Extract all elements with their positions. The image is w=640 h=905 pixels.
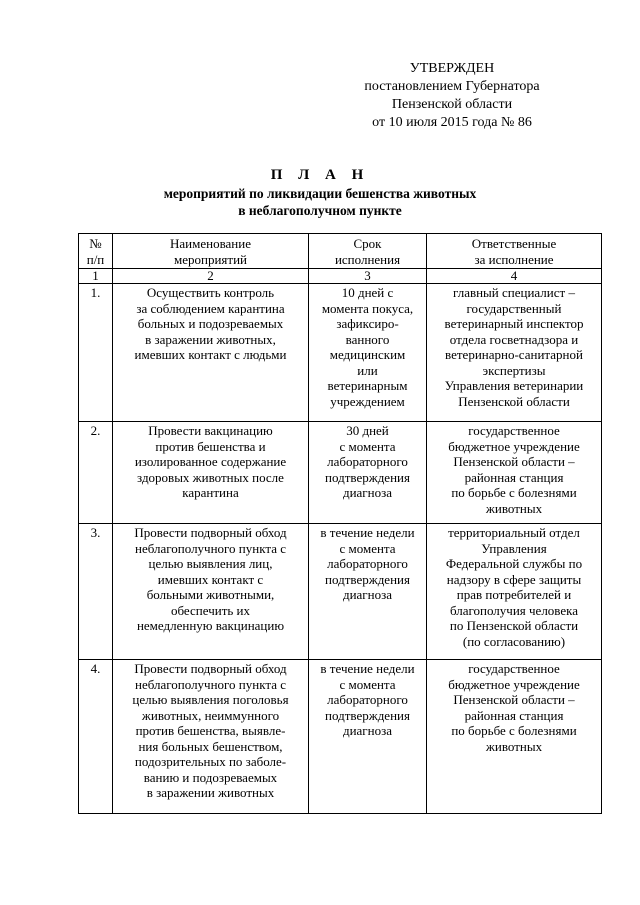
cell-line: ванию и подозреваемых	[143, 769, 278, 785]
cell-line: Управления	[481, 540, 547, 556]
cell-line: Осуществить контроль	[146, 285, 275, 300]
document-title: П Л А Н	[270, 167, 370, 183]
term-cell	[309, 660, 427, 814]
cell-line: по борьбе с болезнями	[451, 723, 577, 738]
cell-line: обеспечить их	[170, 602, 251, 618]
column-number-cell: 3	[309, 269, 427, 284]
cell-line: прав потребителей и	[456, 587, 572, 602]
table-row	[79, 422, 602, 524]
cell-line: медицинским	[329, 347, 406, 362]
cell-line: Пензенской области –	[453, 454, 575, 469]
term-cell	[309, 524, 427, 660]
plan-table	[78, 233, 602, 814]
cell-line: Пензенской области –	[453, 692, 575, 707]
header-cell-responsible: Ответственные за исполнение	[427, 234, 602, 269]
cell-line: Провести подворный обход	[134, 661, 287, 676]
term-cell	[309, 422, 427, 524]
cell-line: в заражении животных,	[145, 331, 276, 347]
responsible-cell	[427, 524, 602, 660]
row-number-cell: 1.	[79, 284, 113, 422]
action-cell	[113, 660, 309, 814]
responsible-cell	[427, 660, 602, 814]
header-cell-term: Срок исполнения	[309, 234, 427, 269]
cell-line: с момента	[339, 676, 396, 692]
cell-line: подтверждения	[325, 707, 410, 723]
header-cell-number: № п/п	[79, 234, 113, 269]
cell-line: Провести вакцинацию	[148, 423, 273, 438]
action-cell	[113, 422, 309, 524]
cell-line: в течение недели	[320, 661, 415, 676]
cell-line: учреждением	[330, 393, 405, 409]
cell-line: с момента	[339, 540, 396, 556]
cell-line: Управления ветеринарии	[444, 378, 584, 393]
cell-line: ванного	[345, 331, 390, 347]
cell-line: неблагополучного пункта с	[135, 540, 286, 556]
cell-line: Провести подворный обход	[134, 525, 287, 540]
cell-line: по борьбе с болезнями	[451, 485, 577, 500]
cell-line: подтверждения	[325, 469, 410, 485]
approval-stamp	[352, 60, 552, 132]
row-number-cell: 3.	[79, 524, 113, 660]
column-number-cell: 4	[427, 269, 602, 284]
cell-line: больными животными,	[146, 587, 275, 602]
cell-line: 30 дней	[346, 423, 389, 438]
approval-line: Пензенской области	[391, 97, 513, 112]
cell-line: по Пензенской области	[449, 618, 579, 633]
cell-line: ветеринарный инспектор	[444, 316, 584, 331]
action-cell	[113, 284, 309, 422]
approval-title: УТВЕРЖДЕН	[409, 61, 495, 76]
table-row	[79, 660, 602, 814]
document-subtitle: в неблагополучном пункте	[238, 203, 402, 218]
cell-line: благополучия человека	[449, 602, 579, 618]
term-cell	[309, 284, 427, 422]
cell-line: надзору в сфере защиты	[446, 571, 582, 587]
approval-date-line: от 10 июля 2015 года № 86	[372, 115, 532, 130]
cell-line: государственное	[468, 661, 560, 676]
cell-line: экспертизы	[482, 362, 546, 378]
cell-line: лабораторного	[327, 556, 408, 571]
row-number-cell: 4.	[79, 660, 113, 814]
cell-line: диагноза	[342, 587, 393, 602]
cell-line: ветеринарно-санитарной	[445, 347, 583, 362]
cell-line: ветеринарным	[327, 378, 408, 393]
cell-line: зафиксиро-	[336, 316, 399, 331]
cell-line: (по согласованию)	[462, 633, 566, 649]
cell-line: главный специалист –	[453, 285, 575, 300]
cell-line: против бешенства, выявле-	[135, 723, 286, 738]
approval-line: постановлением Губернатора	[364, 79, 540, 94]
cell-line: территориальный отдел	[448, 525, 580, 540]
cell-line: лабораторного	[327, 692, 408, 707]
cell-line: неблагополучного пункта с	[135, 676, 286, 692]
cell-line: бюджетное учреждение	[448, 676, 580, 692]
cell-line: в заражении животных	[146, 785, 275, 800]
cell-line: имевших контакт с	[157, 571, 264, 587]
cell-line: в течение недели	[320, 525, 415, 540]
cell-line: Пензенской области	[458, 393, 570, 409]
table-row	[79, 524, 602, 660]
document-title-block	[0, 165, 640, 219]
header-cell-action: Наименование мероприятий	[113, 234, 309, 269]
cell-line: момента покуса,	[321, 300, 414, 316]
cell-line: немедленную вакцинацию	[136, 618, 285, 633]
cell-line: целью выявления поголовья	[132, 692, 289, 707]
cell-line: диагноза	[342, 485, 393, 500]
cell-line: государственный	[466, 300, 562, 316]
cell-line: государственное	[468, 423, 560, 438]
cell-line: целью выявления лиц,	[148, 556, 273, 571]
cell-line: здоровых животных после	[137, 469, 284, 485]
responsible-cell	[427, 284, 602, 422]
row-number-cell: 2.	[79, 422, 113, 524]
cell-line: диагноза	[342, 723, 393, 738]
cell-line: бюджетное учреждение	[448, 438, 580, 454]
cell-line: районная станция	[464, 707, 564, 723]
cell-line: Федеральной службы по	[445, 556, 583, 571]
table-row	[79, 284, 602, 422]
cell-line: больных и подозреваемых	[137, 316, 284, 331]
cell-line: ния больных бешенством,	[138, 738, 283, 754]
cell-line: карантина	[182, 485, 239, 500]
cell-line: отдела госветнадзора и	[449, 331, 579, 347]
cell-line: против бешенства и	[155, 438, 266, 454]
cell-line: или	[357, 362, 378, 378]
document-subtitle: мероприятий по ликвидации бешенства животных	[163, 186, 477, 201]
column-number-row	[79, 269, 602, 284]
cell-line: лабораторного	[327, 454, 408, 469]
cell-line: районная станция	[464, 469, 564, 485]
cell-line: животных	[485, 500, 543, 516]
responsible-cell	[427, 422, 602, 524]
table-header-row	[79, 234, 602, 269]
cell-line: подозрительных по заболе-	[134, 754, 287, 769]
cell-line: имевших контакт с людьми	[134, 347, 287, 362]
cell-line: с момента	[339, 438, 396, 454]
cell-line: изолированное содержание	[134, 454, 287, 469]
column-number-cell: 2	[113, 269, 309, 284]
cell-line: 10 дней с	[341, 285, 394, 300]
cell-line: за соблюдением карантина	[136, 300, 285, 316]
cell-line: подтверждения	[325, 571, 410, 587]
cell-line: животных	[485, 738, 543, 754]
action-cell	[113, 524, 309, 660]
cell-line: животных, неиммунного	[141, 707, 280, 723]
column-number-cell: 1	[79, 269, 113, 284]
